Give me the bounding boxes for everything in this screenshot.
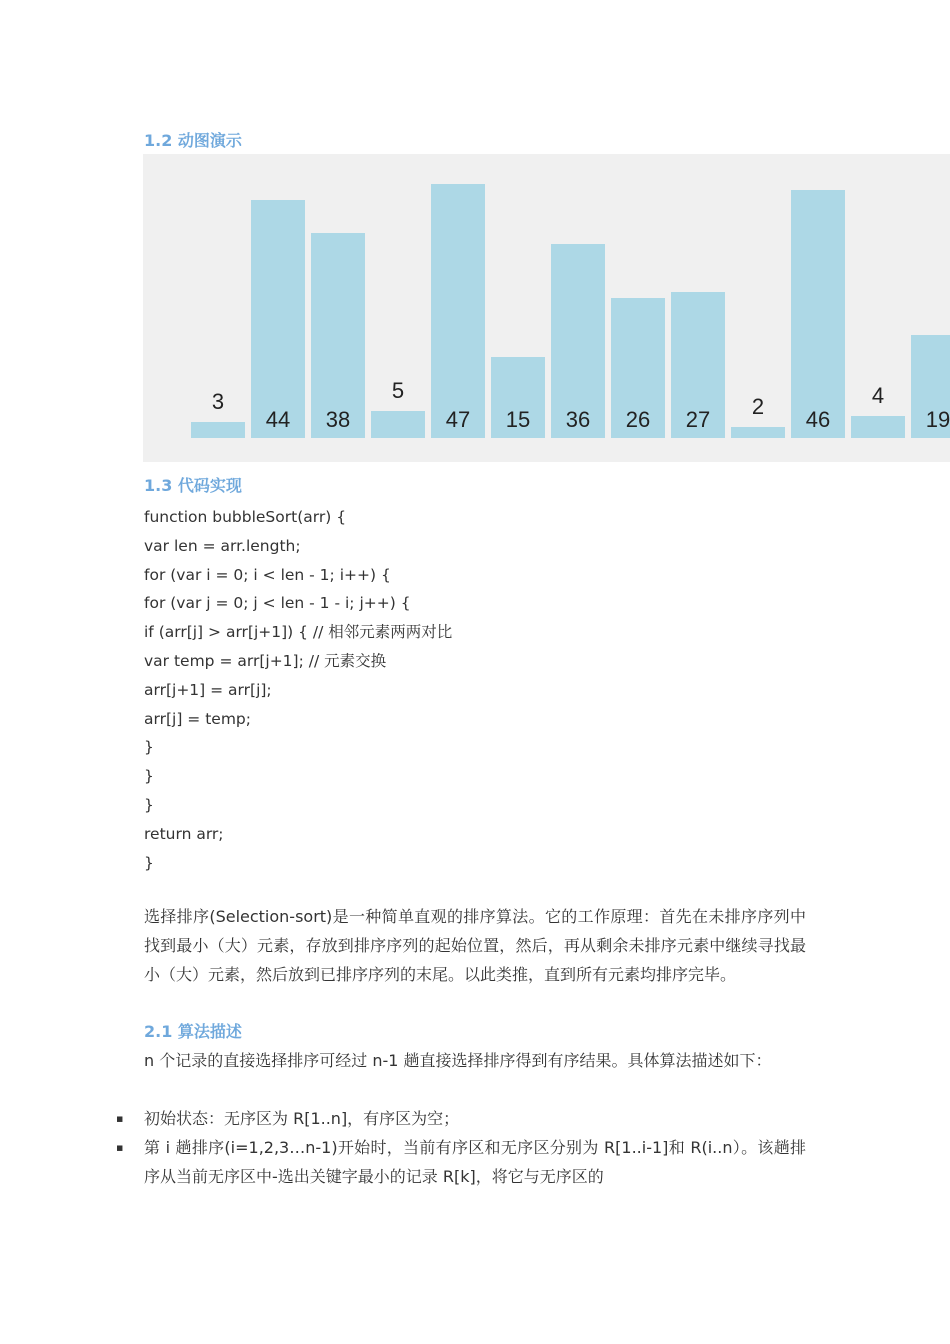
bullet-marker: ▪: [116, 1141, 124, 1154]
bar-label: 27: [685, 407, 711, 432]
bullet-marker: ▪: [116, 1112, 124, 1125]
chart-bar: [431, 184, 485, 438]
code-line: }: [144, 795, 154, 814]
bar-label: 19: [925, 407, 950, 432]
code-line: }: [144, 767, 154, 786]
bar-label: 15: [505, 407, 531, 432]
chart-bar: [791, 190, 845, 438]
bar-label: 4: [871, 383, 885, 409]
bar-label: 44: [265, 407, 291, 432]
bar-label: 38: [325, 407, 351, 432]
code-line: }: [144, 853, 154, 872]
code-block: [144, 503, 452, 877]
code-line: var len = arr.length;: [144, 536, 301, 555]
code-line: return arr;: [144, 824, 224, 843]
chart-bar: [731, 427, 785, 438]
bar-label: 36: [565, 407, 591, 432]
code-line: for (var i = 0; i < len - 1; i++) {: [144, 565, 391, 584]
chart-bar: [371, 411, 425, 438]
algorithm-intro: n 个记录的直接选择排序可经过 n-1 趟直接选择排序得到有序结果。具体算法描述如下：: [144, 1051, 772, 1070]
chart-bar: [191, 422, 245, 438]
code-line: if (arr[j] > arr[j+1]) { // 相邻元素两两对比: [144, 623, 453, 642]
bar-label: 5: [391, 378, 405, 403]
section-heading-code: 1.3 代码实现: [144, 476, 242, 495]
bar-label: 26: [625, 407, 651, 432]
bar-label: 2: [751, 394, 765, 420]
chart-bar: [251, 200, 305, 438]
code-line: function bubbleSort(arr) {: [144, 508, 347, 526]
code-line: arr[j] = temp;: [144, 709, 251, 728]
bar-label: 3: [211, 388, 225, 414]
code-line: }: [144, 738, 154, 757]
bar-label: 47: [445, 407, 471, 432]
section-heading-animation: 1.2 动图演示: [144, 131, 242, 150]
section-heading-description: 2.1 算法描述: [144, 1022, 242, 1041]
bullet-item-initial-state: 初始状态：无序区为 R[1..n]，有序区为空；: [144, 1109, 460, 1128]
selection-sort-intro: 选择排序(Selection-sort)是一种简单直观的排序算法。它的工作原理：首先在未排序序列中找到最小（大）元素，存放到排序序列的起始位置，然后，再从剩余未排序元素中继续寻找最小（大）元素，然后放到已排序序列的末尾。以此类推，直到所有元素均排序完毕。: [144, 907, 806, 984]
code-line: for (var j = 0; j < len - 1 - i; j++) {: [144, 594, 411, 613]
code-line: var temp = arr[j+1]; // 元素交换: [144, 651, 387, 670]
bar-label: 46: [805, 407, 831, 432]
code-line: arr[j+1] = arr[j];: [144, 680, 272, 699]
chart-bar: [851, 416, 905, 438]
bullet-item-ith-pass: 第 i 趟排序(i=1,2,3…n-1)开始时，当前有序区和无序区分别为 R[1..i-1]和 R(i..n）。该趟排序从当前无序区中-选出关键字最小的记录 R[k]，将它与无序区的: [144, 1138, 806, 1186]
sorting-animation-chart: [143, 154, 950, 462]
